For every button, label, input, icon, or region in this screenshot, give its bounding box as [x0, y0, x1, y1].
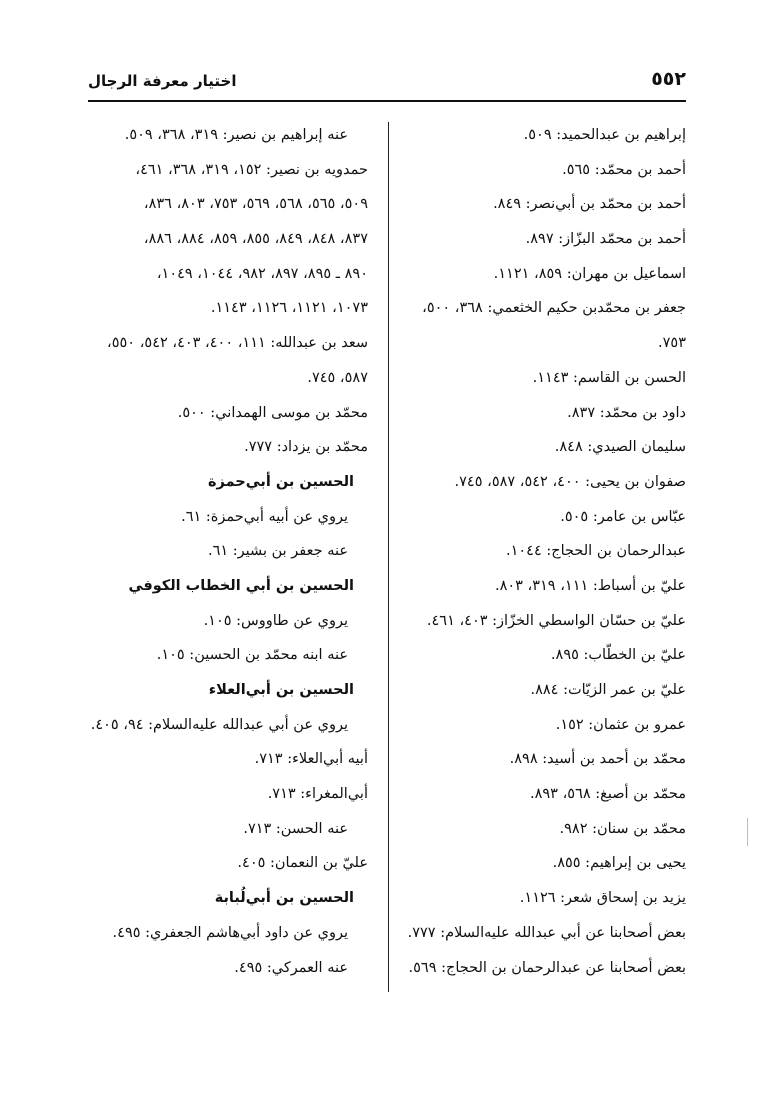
- index-entry: محمّد بن أصبغ: ٥٦٨، ٨٩٣.: [530, 786, 686, 803]
- index-entry: عليّ بن حسّان الواسطي الخزّاز: ٤٠٣، ٤٦١.: [426, 612, 686, 629]
- index-entry: أبي‌المغراء: ٧١٣.: [267, 786, 368, 803]
- index-entry: حمدويه بن نصير: ١٥٢، ٣١٩، ٣٦٨، ٤٦١،: [135, 161, 368, 178]
- column-divider: [388, 122, 389, 992]
- index-heading: الحسين بن أبي‌لُبابة: [214, 890, 354, 907]
- page-header: [88, 62, 686, 102]
- index-entry: إبراهيم بن عبدالحميد: ٥٠٩.: [523, 127, 686, 143]
- index-entry: عليّ بن النعمان: ٤٠٥.: [237, 855, 368, 872]
- index-entry: محمّد بن سنان: ٩٨٢.: [559, 820, 686, 837]
- index-entry: يروي عن طاووس: ١٠٥.: [203, 612, 348, 629]
- index-entry: يروي عن أبي عبدالله عليه‌السلام: ٩٤، ٤٠٥.: [90, 716, 348, 733]
- index-entry: سعد بن عبدالله: ١١١، ٤٠٠، ٤٠٣، ٥٤٢، ٥٥٠،: [107, 335, 368, 352]
- index-entry: محمّد بن أحمد بن أسيد: ٨٩٨.: [509, 751, 686, 768]
- index-entry: عنه الحسن: ٧١٣.: [243, 820, 348, 837]
- index-heading: الحسين بن أبي الخطاب الكوفي: [128, 577, 354, 594]
- running-title: اختيار معرفة الرجال: [88, 72, 237, 90]
- index-column-left: [68, 118, 368, 985]
- page-number: ٥٥٢: [651, 68, 686, 90]
- index-entry: ٥٠٩، ٥٦٥، ٥٦٨، ٥٦٩، ٧٥٣، ٨٠٣، ٨٣٦،: [143, 196, 368, 213]
- index-entry: اسماعيل بن مهران: ٨٥٩، ١١٢١.: [493, 265, 686, 282]
- index-entry: يروي عن داود أبي‌هاشم الجعفري: ٤٩٥.: [112, 924, 348, 941]
- index-entry: عنه العمركي: ٤٩٥.: [234, 959, 348, 976]
- index-entry: داود بن محمّد: ٨٣٧.: [567, 404, 686, 421]
- index-entry: عنه جعفر بن بشير: ٦١.: [207, 543, 348, 560]
- index-heading: الحسين بن أبي‌العلاء: [208, 682, 354, 698]
- index-heading: الحسين بن أبي‌حمزة: [207, 473, 354, 490]
- index-entry: ٥٨٧، ٧٤٥.: [307, 369, 368, 386]
- index-entry: محمّد بن يزداد: ٧٧٧.: [244, 439, 368, 456]
- index-entry: يروي عن أبيه أبي‌حمزة: ٦١.: [181, 508, 348, 525]
- index-entry: محمّد بن موسى الهمداني: ٥٠٠.: [177, 404, 368, 421]
- index-entry: يحيى بن إبراهيم: ٨٥٥.: [552, 855, 686, 872]
- index-entry: عمرو بن عثمان: ١٥٢.: [555, 716, 686, 733]
- index-entry: أبيه أبي‌العلاء: ٧١٣.: [254, 751, 368, 768]
- index-entry: يزيد بن إسحاق شعر: ١١٢٦.: [519, 890, 686, 907]
- index-entry: عليّ بن أسباط: ١١١، ٣١٩، ٨٠٣.: [494, 577, 686, 594]
- index-entry: ٨٣٧، ٨٤٨، ٨٤٩، ٨٥٥، ٨٥٩، ٨٨٤، ٨٨٦،: [143, 231, 368, 248]
- index-entry: عبدالرحمان بن الحجاج: ١٠٤٤.: [506, 543, 686, 560]
- index-entry: عليّ بن عمر الزيّات: ٨٨٤.: [530, 682, 686, 698]
- index-entry: ١٠٧٣، ١١٢١، ١١٢٦، ١١٤٣.: [210, 300, 368, 317]
- index-entry: أحمد بن محمّد: ٥٦٥.: [562, 161, 686, 178]
- index-entry: جعفر بن محمّد‌بن حكيم الخثعمي: ٣٦٨، ٥٠٠،: [422, 300, 686, 317]
- index-entry: سليمان الصيدي: ٨٤٨.: [554, 439, 686, 456]
- index-column-right: [396, 118, 686, 985]
- index-entry: بعض أصحابنا عن عبدالرحمان بن الحجاج: ٥٦٩.: [408, 959, 686, 976]
- index-entry: الحسن بن القاسم: ١١٤٣.: [532, 369, 686, 386]
- index-entry: أحمد بن محمّد بن أبي‌نصر: ٨٤٩.: [493, 196, 686, 213]
- index-entry: عنه إبراهيم بن نصير: ٣١٩، ٣٦٨، ٥٠٩.: [124, 127, 348, 143]
- index-entry: بعض أصحابنا عن أبي عبدالله عليه‌السلام: ٧٧٧.: [407, 924, 686, 941]
- index-entry: عنه ابنه محمّد بن الحسين: ١٠٥.: [156, 647, 348, 664]
- index-entry: ٨٩٠ ـ ٨٩٥، ٨٩٧، ٩٨٢، ١٠٤٤، ١٠٤٩،: [156, 265, 368, 282]
- index-entry: ٧٥٣.: [658, 335, 686, 352]
- margin-mark: [747, 818, 748, 846]
- index-entry: عبّاس بن عامر: ٥٠٥.: [560, 508, 686, 525]
- index-entry: أحمد بن محمّد البزّاز: ٨٩٧.: [525, 231, 686, 248]
- index-entry: صفوان بن يحيى: ٤٠٠، ٥٤٢، ٥٨٧، ٧٤٥.: [454, 473, 686, 490]
- index-entry: عليّ بن الخطّاب: ٨٩٥.: [550, 647, 686, 664]
